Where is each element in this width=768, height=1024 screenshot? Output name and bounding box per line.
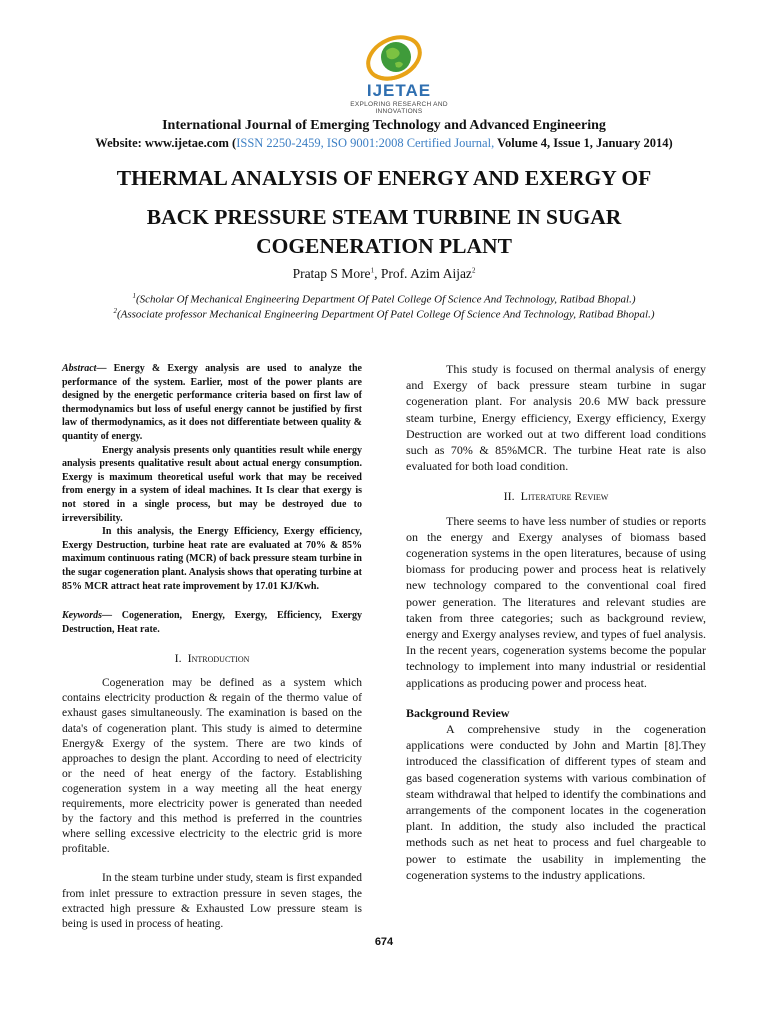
intro-p1: Cogeneration may be defined as a system which contains electricity production & regain of the thermo value of exhaust gases simultaneously. The examination is based on the data's of cogeneration plant. This study is aimed to determine Energy& Exergy of the system. There are two kinds of approaches to design the plant. According to need of electricity or the need of heat energy of the factory. Establishing cogeneration system in a way meeting all the heat energy requirements, more electricity power is generated than needed by the factory and this method is preferred in the countries where selling excessive electricity to the electric grid is more profitable. (62, 677, 362, 856)
affiliation-2 (0, 307, 768, 321)
background-heading: Background Review (406, 705, 510, 720)
issn-text: ISSN 2250-2459, ISO 9001:2008 Certified Journal, (236, 136, 495, 150)
page-number: 674 (374, 936, 394, 948)
intro-heading-text: Introduction (187, 651, 250, 666)
abstract-label: Abstract (62, 363, 97, 374)
affiliation-1 (0, 292, 768, 306)
journal-meta (0, 136, 768, 151)
right-p1: This study is focused on thermal analysis of energy and Exergy of back pressure steam turbine in sugar cogeneration plant. For analysis 20.6 MW back pressure steam turbine, Energy efficiency, Exergy efficiency, Exergy Destruction are worked out at two different load conditions such as 70% & 85%MCR. The turbine Heat rate is also evaluated for both load condition. (406, 362, 706, 474)
abstract-p1 (62, 362, 362, 444)
paper-title-line-3: COGENERATION PLANT (256, 234, 512, 258)
intro-p2: In the steam turbine under study, steam is first expanded from inlet pressure to extraction pressure in seven stages, the extracted high pressure & Exhausted Low pressure steam is being is used in process of heating. (62, 872, 362, 930)
logo-name: IJETAE (366, 81, 432, 100)
keywords-text: — Cogeneration, Energy, Exergy, Efficiency, Exergy Destruction, Heat rate. (62, 610, 362, 635)
left-column (62, 362, 362, 932)
logo-tagline: EXPLORING RESEARCH AND INNOVATIONS (350, 101, 448, 115)
abstract-p1-text: — Energy & Exergy analysis are used to analyze the performance of the system. Earlier, most of the power plants are designed by the energetic performance criteria based on first law of thermodynamics but loss of useful energy cannot be justified by first law of thermodynamics, as it does not differentiate between quality & quantity of energy. (62, 363, 362, 442)
journal-logo (332, 32, 466, 115)
affiliation-1-sup: 1 (132, 292, 136, 300)
abstract-p2: Energy analysis presents only quantities result while energy analysis presents qualitative result about actual energy consumption. Exergy is maximum theoretical useful work that may be received from energy in a system of ideal machines. It Is clear that exergy is not stored in a single process, but may be destroyed due to irreversibility. (62, 444, 362, 524)
volume-text: Volume 4, Issue 1, January 2014) (494, 136, 673, 150)
keywords-label: Keywords (62, 610, 102, 622)
right-column (406, 361, 706, 883)
right-p3: A comprehensive study in the cogeneration applications were conducted by John and Martin [8].They introduced the classification of different types of steam and gas based cogeneration systems with various combination of steam withdrawal that helped to identify the combinations and arrangements of the component locates in the cogeneration plant. In addition, the study also included the practical methods such as net heat to process and fuel chargeable to power to estimate the usability in implementing the cogeneration systems to the industry applications. (406, 722, 706, 882)
intro-heading (62, 651, 362, 666)
lit-heading-text: Literature Review (520, 489, 609, 504)
affiliation-2-text: (Associate professor Mechanical Engineering Department Of Patel College Of Science And Technology, Ratibad Bhopal.) (116, 308, 655, 321)
author-1: Pratap S More (292, 266, 371, 281)
paper-title-line-2: BACK PRESSURE STEAM TURBINE IN SUGAR (146, 205, 622, 229)
lit-heading (406, 488, 706, 504)
website-label: Website: www.ijetae.com ( (95, 136, 237, 150)
abstract-p3: In this analysis, the Energy Efficiency, Exergy efficiency, Exergy Destruction, turbine heat rate are evaluated at 70% & 85% maximum continuous rating (MCR) of back pressure steam turbine in the sugar cogeneration plant. Analysis shows that operating turbine at 85% MCR attract heat rate improvement by 17.01 KJ/Kwh. (62, 526, 362, 592)
author-1-sup: 1 (370, 266, 375, 275)
author-2: , Prof. Azim Aijaz (374, 266, 472, 281)
authors (0, 266, 768, 282)
affiliation-1-text: (Scholar Of Mechanical Engineering Department Of Patel College Of Science And Technology, Ratibad Bhopal.) (136, 293, 636, 306)
author-2-sup: 2 (471, 266, 476, 275)
lit-num: II. (503, 489, 515, 504)
right-p2: There seems to have less number of studies or reports on the energy and Exergy analyses of biomass based cogeneration systems in the open literatures, because of using biomass for producing power and process heat is relatively new technology compared to the conventional coal fired power generation. The literatures and relevant studies are taken from three categories; such as background review, energy and Exergy analyses review, and types of fuel analysis. In the recent years, cogeneration systems become the popular technology to implement into many industrial or residential applications as producing power and process heat. (406, 513, 706, 690)
paper-title-line-1: THERMAL ANALYSIS OF ENERGY AND EXERGY OF (116, 166, 652, 190)
intro-num: I. (174, 651, 182, 666)
journal-name: International Journal of Emerging Technology and Advanced Engineering (162, 118, 606, 133)
keywords (62, 609, 362, 636)
affiliation-2-sup: 2 (113, 307, 117, 315)
